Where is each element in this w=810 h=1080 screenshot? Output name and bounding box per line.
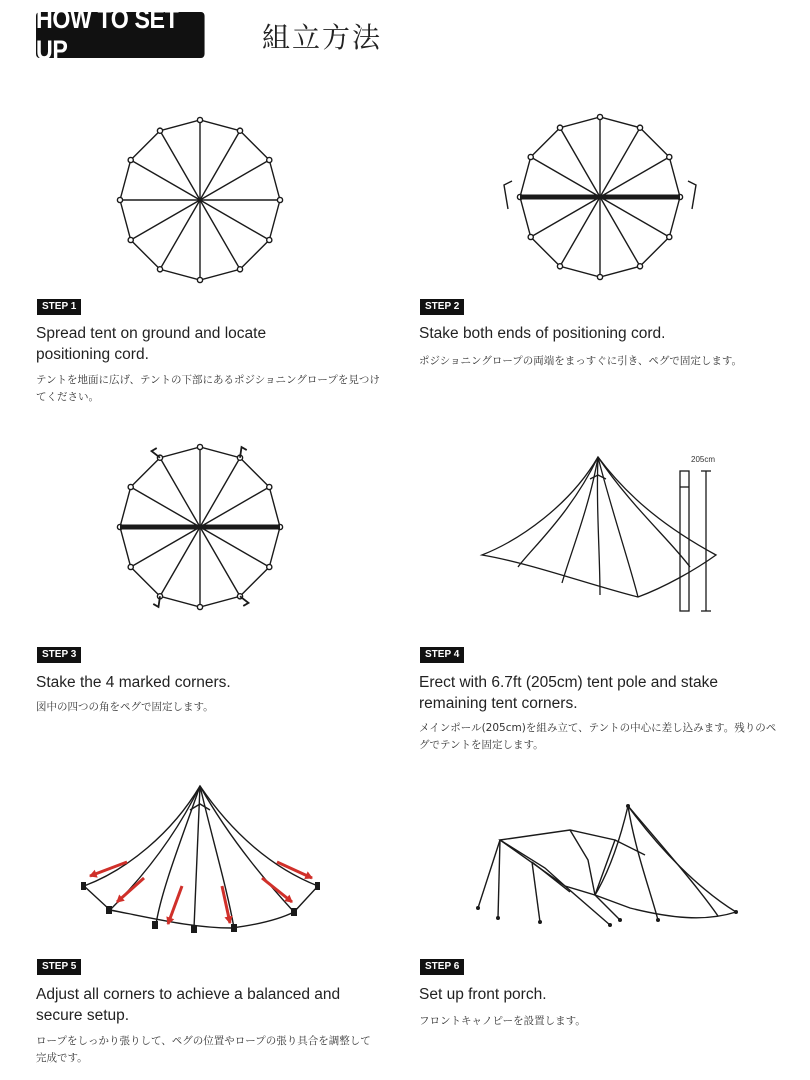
step-instruction-en: Stake both ends of positioning cord. bbox=[419, 325, 666, 342]
tent-outline bbox=[84, 786, 318, 928]
tent-seam bbox=[131, 487, 200, 527]
step-instruction-jp: 図中の四つの角をペグで固定します。 bbox=[36, 701, 214, 713]
tent-seam bbox=[560, 197, 600, 266]
porch-guy-line bbox=[565, 886, 610, 925]
stake-icon bbox=[153, 596, 160, 607]
stake-icon bbox=[240, 447, 247, 458]
tent-seam bbox=[600, 197, 640, 266]
tent-seam bbox=[560, 128, 600, 197]
step-instruction-en: Set up front porch. bbox=[419, 986, 547, 1003]
corner-ring bbox=[237, 267, 242, 272]
stake-icon bbox=[152, 448, 160, 458]
section-badge bbox=[36, 4, 205, 65]
tent-seam bbox=[518, 457, 598, 567]
corner-ring bbox=[637, 125, 642, 130]
step-badge: STEP 4 bbox=[421, 648, 463, 662]
corner-ring bbox=[197, 444, 202, 449]
corner-ring bbox=[197, 117, 202, 122]
tent-outline bbox=[482, 457, 716, 597]
corner-ring bbox=[128, 157, 133, 162]
porch-guy-line bbox=[595, 895, 620, 920]
step-instruction-en: Erect with 6.7ft (205cm) tent pole and stake remaining tent corners. bbox=[419, 674, 718, 712]
step2-diagram bbox=[488, 112, 713, 287]
porch-guy-line bbox=[478, 840, 500, 908]
tent-seam bbox=[200, 200, 240, 269]
tent-seam bbox=[200, 131, 240, 200]
corner-ring bbox=[128, 484, 133, 489]
tent-seam bbox=[156, 786, 200, 924]
tent-outline bbox=[595, 806, 736, 918]
corner-ring bbox=[128, 237, 133, 242]
corner-ring bbox=[667, 234, 672, 239]
tent-seam bbox=[597, 457, 600, 595]
tent-seam bbox=[628, 806, 718, 916]
section-badge-label: HOW TO SET UP bbox=[36, 4, 179, 65]
step-instruction-jp: フロントキャノピーを設置します。 bbox=[419, 1015, 586, 1027]
porch-guy-line bbox=[532, 862, 570, 892]
corner-ring bbox=[157, 128, 162, 133]
stake-icon bbox=[688, 181, 696, 209]
corner-ring bbox=[667, 154, 672, 159]
stake-icon bbox=[240, 596, 248, 606]
porch-guy-line bbox=[615, 840, 645, 855]
corner-ring bbox=[197, 604, 202, 609]
step-instruction-en: Stake the 4 marked corners. bbox=[36, 674, 231, 691]
corner-ring bbox=[128, 564, 133, 569]
tent-seam bbox=[131, 160, 200, 200]
corner-ring bbox=[197, 277, 202, 282]
tent-seam bbox=[160, 200, 200, 269]
stake-icon bbox=[504, 181, 512, 209]
porch-roof bbox=[500, 830, 615, 895]
corner-ring bbox=[528, 234, 533, 239]
step-badge: STEP 1 bbox=[38, 300, 80, 314]
tent-seam bbox=[531, 197, 600, 237]
tent-seam bbox=[531, 157, 600, 197]
corner-ring bbox=[267, 484, 272, 489]
tent-seam bbox=[200, 487, 269, 527]
step1-diagram bbox=[110, 112, 290, 287]
step-instruction-jp: ロープをしっかり張りして、ペグの位置やロープの張り具合を調整して完成です。 bbox=[36, 1035, 371, 1064]
corner-ring bbox=[277, 197, 282, 202]
corner-ring bbox=[597, 274, 602, 279]
porch-pole bbox=[532, 862, 540, 922]
tent-seam bbox=[600, 157, 669, 197]
step-badge: STEP 3 bbox=[38, 648, 80, 662]
pole-height-label: 205cm bbox=[691, 455, 716, 464]
tent-seam bbox=[131, 200, 200, 240]
tent-seam bbox=[160, 527, 200, 596]
step6-diagram bbox=[470, 800, 745, 935]
corner-ring bbox=[637, 264, 642, 269]
corner-ring bbox=[557, 125, 562, 130]
step-badge: STEP 2 bbox=[421, 300, 463, 314]
step3-diagram bbox=[105, 435, 295, 615]
corner-ring bbox=[237, 128, 242, 133]
section-title-jp: 組立方法 bbox=[262, 21, 383, 54]
arrow-head bbox=[90, 871, 97, 877]
porch-panel bbox=[570, 830, 595, 895]
tent-seam bbox=[131, 527, 200, 567]
arrow-head bbox=[167, 917, 173, 924]
tent-seam bbox=[160, 458, 200, 527]
tent-seam bbox=[160, 131, 200, 200]
step-instruction-jp: テントを地面に広げ、テントの下部にあるポジショニングロープを見つけてください。 bbox=[36, 374, 380, 403]
tent-seam bbox=[110, 786, 200, 910]
step-instruction-jp: メインポール(205cm)を組み立て、テントの中心に差し込みます。残りのペグでテントを固定します。 bbox=[419, 722, 777, 751]
corner-ring bbox=[267, 237, 272, 242]
corner-ring bbox=[557, 264, 562, 269]
tent-seam bbox=[562, 457, 598, 583]
corner-ring bbox=[267, 564, 272, 569]
corner-ring bbox=[597, 114, 602, 119]
step5-diagram bbox=[72, 778, 332, 938]
step-badge: STEP 6 bbox=[421, 960, 463, 974]
corner-ring bbox=[528, 154, 533, 159]
tent-seam bbox=[200, 458, 240, 527]
step-badge: STEP 5 bbox=[38, 960, 80, 974]
corner-ring bbox=[267, 157, 272, 162]
step4-diagram bbox=[470, 445, 740, 620]
step-instruction-jp: ポジショニングロープの両端をまっすぐに引き、ペグで固定します。 bbox=[419, 355, 743, 367]
step-instruction-en: Spread tent on ground and locate positioning cord. bbox=[36, 325, 267, 363]
step-instruction-en: Adjust all corners to achieve a balanced and secure setup. bbox=[36, 986, 341, 1024]
porch-pole bbox=[498, 840, 500, 918]
tent-seam bbox=[600, 197, 669, 237]
tent-seam bbox=[200, 200, 269, 240]
tent-pole bbox=[680, 471, 689, 611]
tent-seam bbox=[600, 128, 640, 197]
corner-ring bbox=[157, 267, 162, 272]
corner-ring bbox=[117, 197, 122, 202]
tent-seam bbox=[200, 160, 269, 200]
tent-seam bbox=[200, 527, 269, 567]
tent-seam bbox=[200, 527, 240, 596]
arrow-head bbox=[305, 872, 312, 878]
